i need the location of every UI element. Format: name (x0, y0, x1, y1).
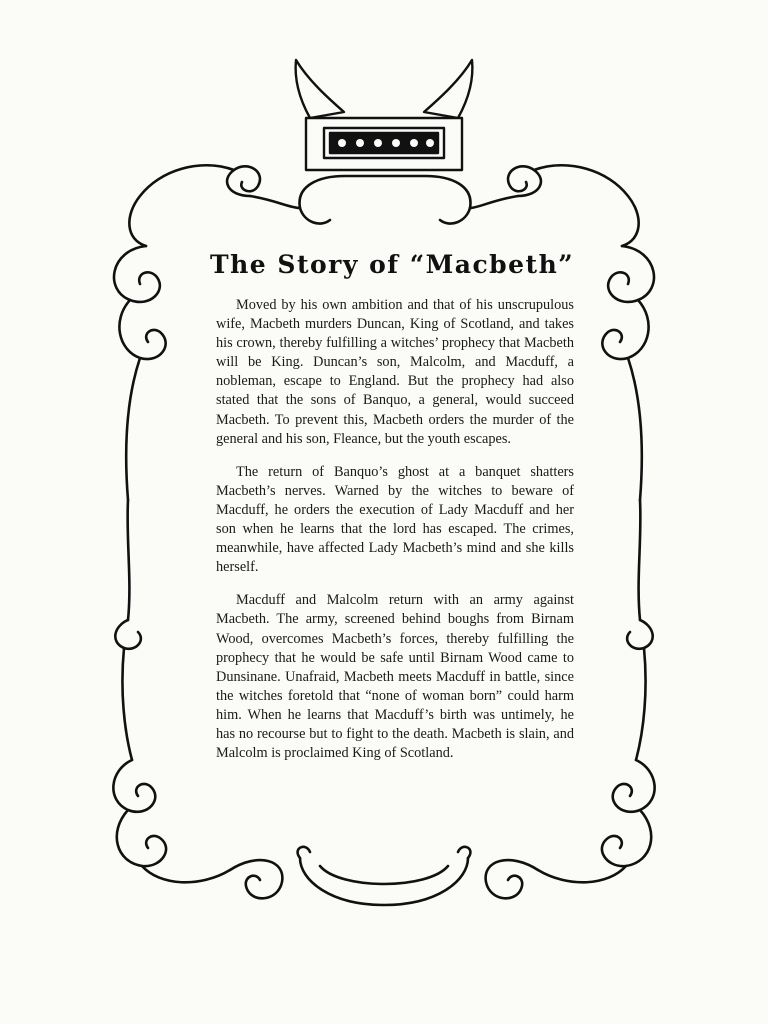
story-paragraph: Moved by his own ambition and that of his unscrupulous wife, Macbeth murders Duncan, King of Scotland, and takes his crown, thereby fulfilling a witches’ prophecy that Macbeth will be King. Duncan’s son, Malcolm, and Macduff, a nobleman, escape to England. But the prophecy had also stated that the sons of Banquo, a general, would succeed Macbeth. To prevent this, Macbeth orders the murder of the general and his son, Fleance, but the youth escapes. (216, 297, 574, 447)
story-paragraph: Macduff and Malcolm return with an army against Macbeth. The army, screened behind boughs from Birnam Wood, overcomes Macbeth’s forces, thereby fulfilling the prophecy that he would be safe until Birnam Wood came to Dunsinane. Unafraid, Macbeth meets Macduff in battle, since the witches foretold that “none of woman born” could harm him. When he learns that Macduff’s birth was untimely, he has no recourse but to fight to the death. Macbeth is slain, and Malcolm is proclaimed King of Scotland. (216, 592, 574, 762)
horned-helmet-icon (296, 60, 473, 170)
story-text (216, 296, 574, 777)
page-title: The Story of “Macbeth” (210, 250, 575, 279)
story-paragraph: The return of Banquo’s ghost at a banquet shatters Macbeth’s nerves. Warned by the witches to beware of Macduff, he orders the execution of Lady Macduff and her son when he learns that the lord has escaped. The crimes, meanwhile, have affected Lady Macbeth’s mind and she kills herself. (216, 463, 574, 576)
